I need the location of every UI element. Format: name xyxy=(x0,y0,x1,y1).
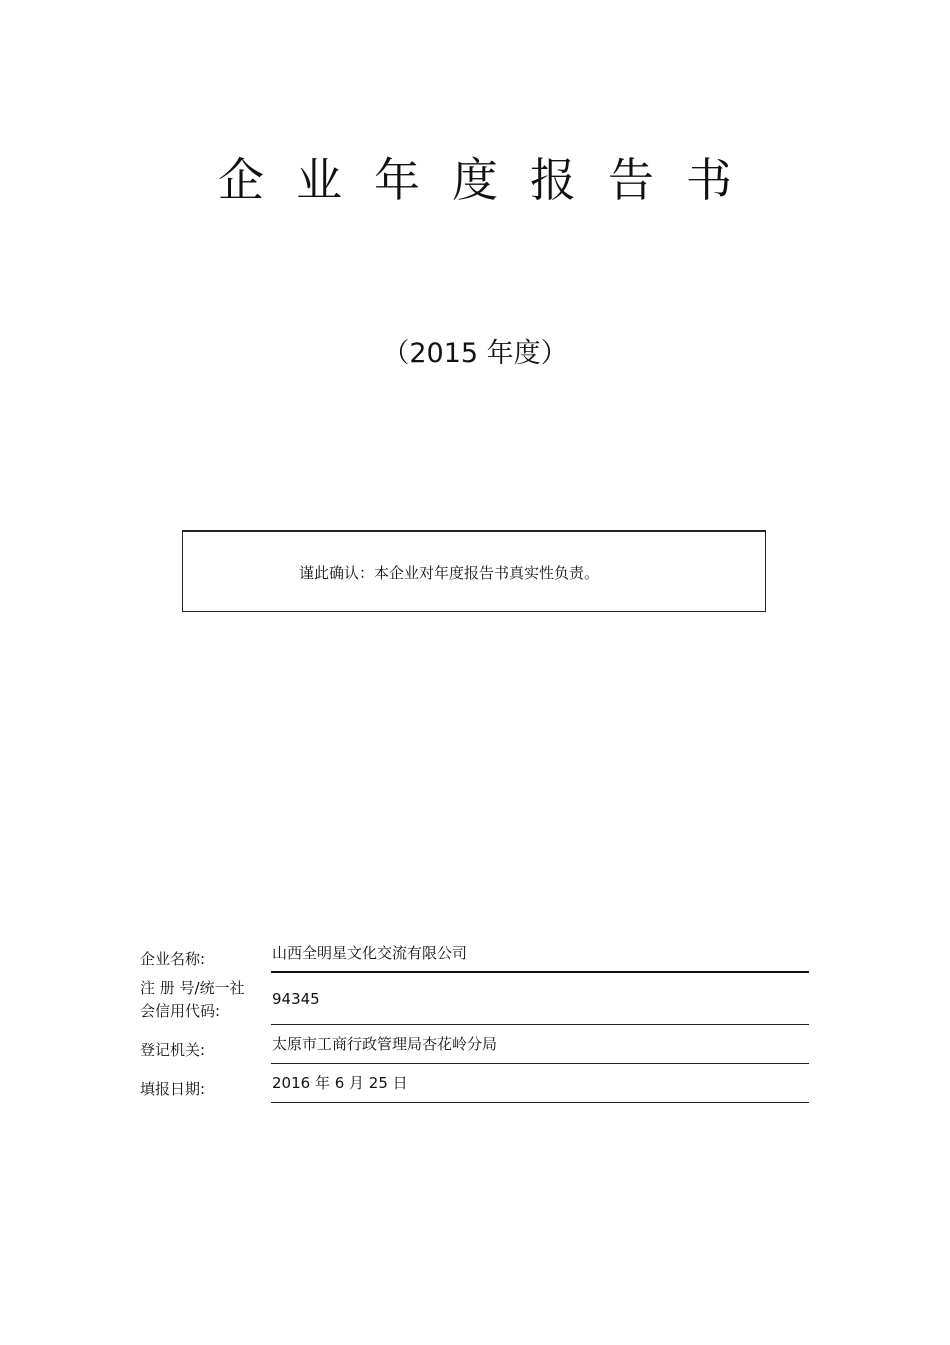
company-name-value: 山西全明星文化交流有限公司 xyxy=(272,944,468,962)
confirmation-box xyxy=(182,530,766,612)
confirmation-text: 谨此确认：本企业对年度报告书真实性负责。 xyxy=(299,564,600,582)
reg-no-label-line2: 会信用代码: xyxy=(140,1002,221,1020)
report-year: （2015 年度） xyxy=(382,338,568,369)
authority-rule xyxy=(271,1063,809,1064)
date-value: 2016 年 6 月 25 日 xyxy=(272,1074,408,1092)
reg-no-value: 94345 xyxy=(272,990,320,1008)
reg-no-label-line1: 注 册 号/统一社 xyxy=(140,979,245,997)
authority-value: 太原市工商行政管理局杏花岭分局 xyxy=(272,1035,498,1053)
company-name-label: 企业名称: xyxy=(140,950,206,968)
reg-no-rule xyxy=(271,1024,809,1025)
authority-label: 登记机关: xyxy=(140,1041,206,1059)
date-label: 填报日期: xyxy=(140,1080,206,1098)
report-title: 企业年度报告书 xyxy=(218,153,764,207)
company-name-rule xyxy=(271,971,809,973)
date-rule xyxy=(271,1102,809,1103)
